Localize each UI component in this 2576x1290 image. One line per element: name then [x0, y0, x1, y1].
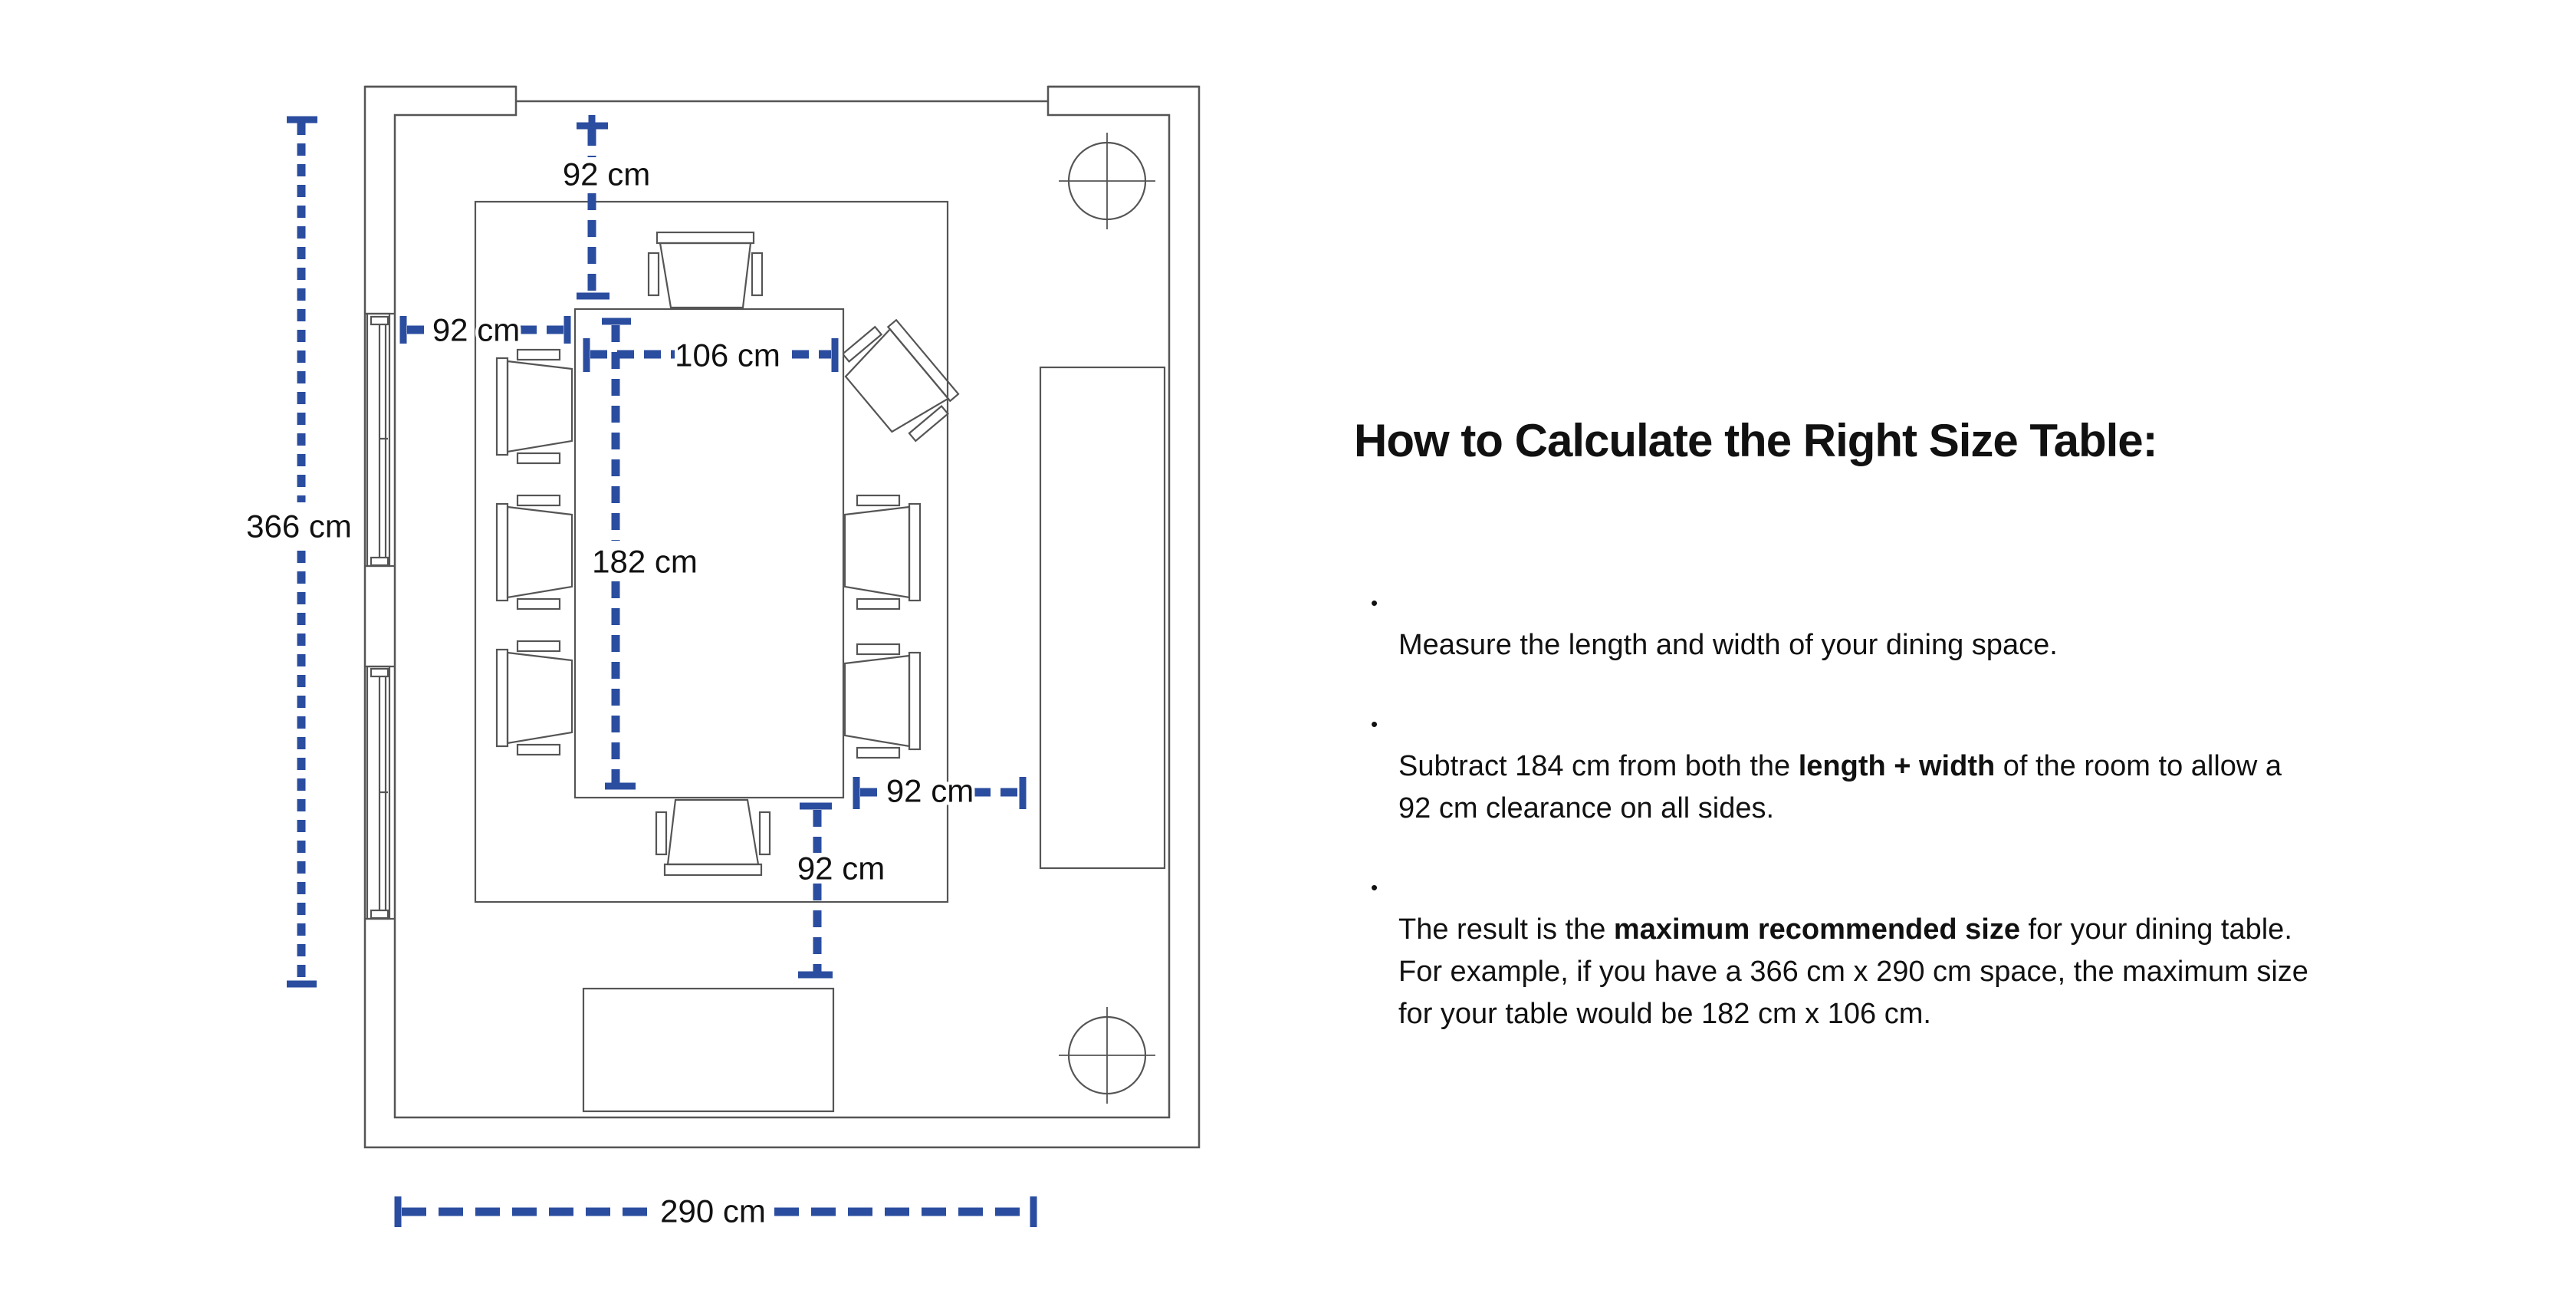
bullet-icon: • [1371, 591, 1378, 614]
dimension-clearance-top [577, 115, 610, 296]
chair-left-2 [497, 495, 572, 609]
chair-right-1 [845, 495, 920, 609]
instructions-list [1352, 582, 2472, 1035]
instruction-item-subtract: • Subtract 184 cm from both the length + width of the room to allow a 92 cm clearance on all sides. [1352, 703, 2472, 830]
chair-left-3 [497, 641, 572, 755]
window-top-icon [365, 314, 395, 566]
label-clearance-top: 92 cm [562, 156, 651, 193]
label-table-length: 182 cm [592, 543, 698, 580]
dimension-clearance-bottom [798, 806, 833, 975]
chair-head-bottom [656, 800, 770, 875]
label-clearance-right: 92 cm [886, 772, 974, 809]
label-room-width: 290 cm [660, 1193, 766, 1229]
bullet-icon: • [1371, 712, 1378, 735]
chair-right-2 [845, 644, 920, 758]
bullet-icon: • [1371, 876, 1378, 899]
chair-left-1 [497, 350, 572, 463]
page-title: How to Calculate the Right Size Table: [1354, 415, 2157, 466]
label-room-length: 366 cm [246, 508, 352, 545]
instruction-item-result: • The result is the maximum recommended size for your dining table. For example, if you have a 366 cm x 290 cm space, the maximum size for your table would be 182 cm x 106 cm. [1352, 867, 2472, 1035]
label-clearance-bottom: 92 cm [797, 850, 886, 887]
label-table-width: 106 cm [675, 337, 780, 374]
chair-head-top [649, 232, 762, 308]
ceiling-light-top-icon [1059, 133, 1155, 229]
ceiling-light-bottom-icon [1059, 1007, 1155, 1104]
window-bottom-icon [365, 666, 395, 919]
instruction-item-measure: • Measure the length and width of your dining space. [1352, 582, 2472, 666]
dimension-room-length [287, 120, 317, 984]
sideboard [1040, 367, 1165, 868]
bench [583, 989, 833, 1111]
chair-corner-angled [833, 314, 964, 449]
label-clearance-left: 92 cm [432, 311, 521, 348]
instructions-panel [1352, 414, 2472, 1072]
